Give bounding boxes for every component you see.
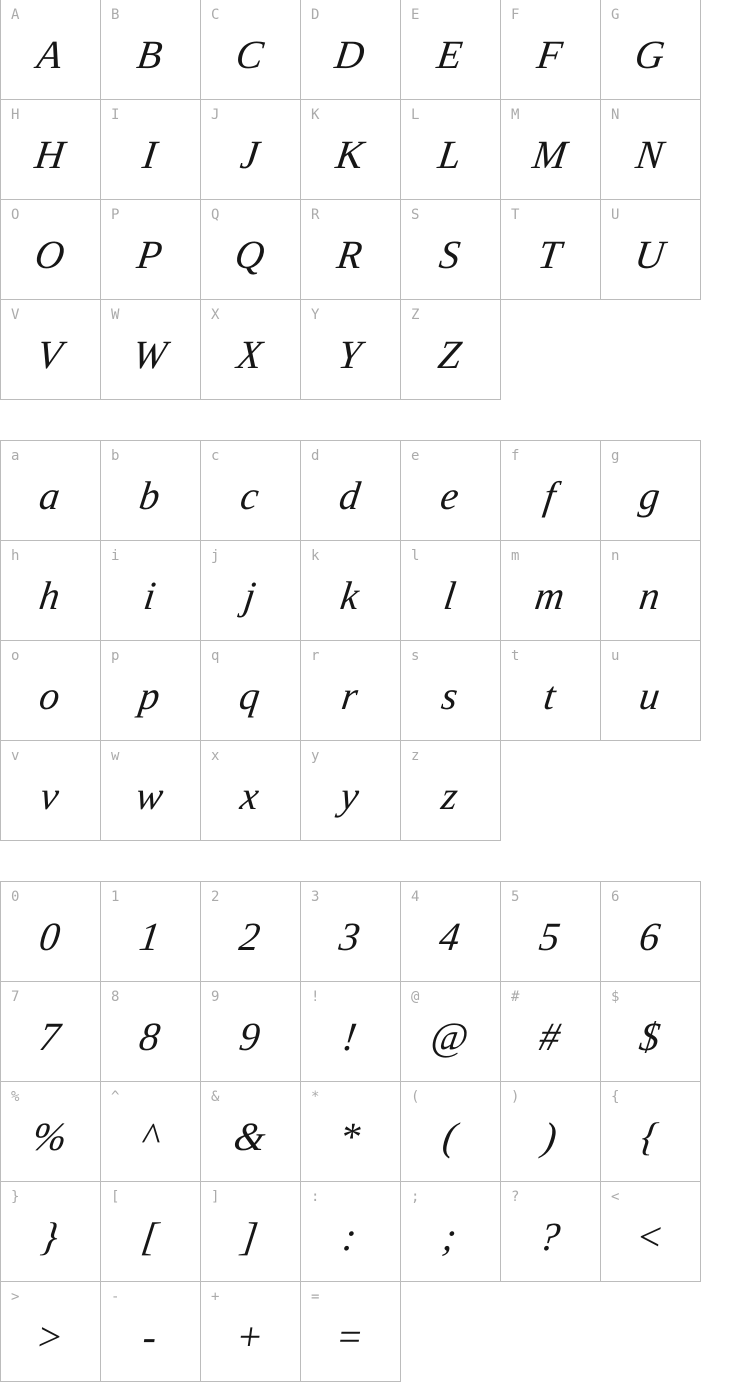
cell-label: N — [611, 107, 620, 123]
cell-label: P — [111, 207, 120, 223]
cell-glyph: T — [535, 231, 565, 277]
cell-glyph: > — [33, 1313, 67, 1359]
cell-label: B — [111, 7, 120, 23]
cell-glyph: Q — [232, 231, 268, 277]
charmap-cell — [101, 1182, 201, 1282]
charmap-cell — [301, 741, 401, 841]
cell-label: 1 — [111, 889, 120, 905]
charmap-cell — [201, 441, 301, 541]
cell-glyph: W — [130, 331, 170, 377]
cell-glyph: * — [336, 1113, 364, 1159]
charmap-cell — [601, 982, 701, 1082]
cell-glyph: : — [340, 1213, 360, 1259]
cell-label: c — [211, 448, 220, 464]
cell-label: h — [11, 548, 20, 564]
charmap-cell — [101, 441, 201, 541]
cell-glyph: ) — [540, 1113, 560, 1159]
cell-glyph: b — [136, 472, 164, 518]
charmap-row — [1, 441, 701, 541]
charmap-cell — [401, 741, 501, 841]
cell-label: Q — [211, 207, 220, 223]
charmap-cell — [201, 300, 301, 400]
charmap-cell — [401, 641, 501, 741]
cell-label: a — [11, 448, 20, 464]
cell-label: A — [11, 7, 20, 23]
charmap-cell — [301, 441, 401, 541]
charmap-cell — [1, 300, 101, 400]
cell-glyph: - — [140, 1313, 160, 1359]
charmap-cell — [401, 0, 501, 100]
cell-glyph: ; — [440, 1213, 460, 1259]
cell-label: < — [611, 1189, 620, 1205]
charmap-cell — [1, 982, 101, 1082]
cell-glyph: R — [334, 231, 366, 277]
charmap-cell — [401, 1082, 501, 1182]
cell-glyph: d — [336, 472, 364, 518]
cell-label: ^ — [111, 1089, 120, 1105]
cell-label: 9 — [211, 989, 220, 1005]
cell-label: j — [211, 548, 220, 564]
cell-glyph: j — [241, 572, 259, 618]
cell-glyph: ! — [340, 1013, 360, 1059]
cell-label: ) — [511, 1089, 520, 1105]
charmap-cell — [601, 882, 701, 982]
cell-label: V — [11, 307, 20, 323]
charmap-cell — [501, 882, 601, 982]
charmap-cell — [501, 200, 601, 300]
cell-label: ! — [311, 989, 320, 1005]
cell-glyph: H — [32, 131, 68, 177]
charmap-cell — [301, 100, 401, 200]
cell-label: # — [511, 989, 520, 1005]
cell-label: U — [611, 207, 620, 223]
cell-glyph: 3 — [336, 913, 364, 959]
charmap-cell — [601, 100, 701, 200]
charmap-cell — [301, 200, 401, 300]
cell-label: M — [511, 107, 520, 123]
cell-label: D — [311, 7, 320, 23]
cell-glyph: a — [36, 472, 64, 518]
charmap-cell — [301, 300, 401, 400]
charmap-cell — [601, 0, 701, 100]
cell-label: i — [111, 548, 120, 564]
cell-label: l — [411, 548, 420, 564]
cell-glyph: ^ — [138, 1113, 162, 1159]
cell-label: & — [211, 1089, 220, 1105]
cell-label: S — [411, 207, 420, 223]
charmap-cell — [401, 441, 501, 541]
charmap-cell — [1, 541, 101, 641]
charmap-row — [1, 0, 701, 100]
cell-label: r — [311, 648, 320, 664]
cell-label: 4 — [411, 889, 420, 905]
cell-label: @ — [411, 989, 420, 1005]
charmap-cell — [601, 641, 701, 741]
cell-label: I — [111, 107, 120, 123]
cell-label: C — [211, 7, 220, 23]
charmap-cell — [201, 1282, 301, 1382]
charmap-cell — [601, 1082, 701, 1182]
charmap-row — [1, 100, 701, 200]
charmap-cell — [301, 882, 401, 982]
cell-glyph: m — [532, 572, 568, 618]
charmap-cell — [101, 100, 201, 200]
charmap-row — [1, 200, 701, 300]
charmap-cell — [201, 882, 301, 982]
charmap-row — [1, 641, 701, 741]
cell-glyph: D — [332, 31, 368, 77]
charmap-cell — [101, 882, 201, 982]
cell-label: f — [511, 448, 520, 464]
cell-label: 3 — [311, 889, 320, 905]
cell-glyph: x — [237, 772, 262, 818]
cell-glyph: # — [536, 1013, 564, 1059]
cell-glyph: { — [638, 1113, 662, 1159]
cell-glyph: 9 — [236, 1013, 264, 1059]
charmap-cell — [101, 1082, 201, 1182]
cell-label: T — [511, 207, 520, 223]
cell-glyph: 0 — [36, 913, 64, 959]
cell-glyph: U — [632, 231, 668, 277]
cell-glyph: y — [337, 772, 362, 818]
charmap-cell — [201, 982, 301, 1082]
cell-label: % — [11, 1089, 20, 1105]
cell-glyph: % — [30, 1113, 70, 1159]
cell-label: 2 — [211, 889, 220, 905]
cell-glyph: I — [140, 131, 160, 177]
cell-label: W — [111, 307, 120, 323]
cell-label: v — [11, 748, 20, 764]
cell-label: ? — [511, 1189, 520, 1205]
cell-glyph: & — [231, 1113, 269, 1159]
cell-glyph: r — [338, 672, 361, 718]
charmap-cell — [101, 1282, 201, 1382]
cell-glyph: c — [237, 472, 262, 518]
charmap-cell — [101, 300, 201, 400]
charmap-cell — [1, 1282, 101, 1382]
cell-glyph: ( — [440, 1113, 460, 1159]
cell-glyph: L — [435, 131, 465, 177]
cell-glyph: q — [236, 672, 264, 718]
charmap-cell — [401, 882, 501, 982]
cell-label: g — [611, 448, 620, 464]
cell-glyph: Y — [335, 331, 365, 377]
cell-glyph: k — [337, 572, 362, 618]
cell-label: J — [211, 107, 220, 123]
charmap-cell — [201, 641, 301, 741]
cell-label: ] — [211, 1189, 220, 1205]
charmap-cell — [601, 441, 701, 541]
cell-glyph: z — [438, 772, 461, 818]
charmap-cell — [101, 200, 201, 300]
cell-label: H — [11, 107, 20, 123]
charmap-row — [1, 982, 701, 1082]
charmap-cell — [501, 1082, 601, 1182]
cell-label: m — [511, 548, 520, 564]
charmap-cell — [101, 982, 201, 1082]
charmap-cell — [201, 1082, 301, 1182]
charmap-row — [1, 1282, 701, 1382]
cell-glyph: J — [237, 131, 262, 177]
charmap-grid-lowercase — [0, 440, 701, 841]
cell-glyph: N — [633, 131, 667, 177]
cell-glyph: V — [34, 331, 66, 377]
cell-label: { — [611, 1089, 620, 1105]
charmap-cell — [101, 741, 201, 841]
cell-label: y — [311, 748, 320, 764]
cell-label: - — [111, 1289, 120, 1305]
cell-glyph: 6 — [636, 913, 664, 959]
charmap-cell — [301, 1282, 401, 1382]
cell-glyph: o — [36, 672, 64, 718]
cell-label: n — [611, 548, 620, 564]
cell-glyph: [ — [138, 1213, 161, 1259]
cell-glyph: < — [633, 1213, 667, 1259]
cell-label: 8 — [111, 989, 120, 1005]
cell-glyph: C — [233, 31, 267, 77]
cell-glyph: P — [134, 231, 166, 277]
cell-label: 0 — [11, 889, 20, 905]
cell-glyph: ? — [536, 1213, 564, 1259]
cell-glyph: g — [636, 472, 664, 518]
cell-label: 5 — [511, 889, 520, 905]
cell-glyph: h — [36, 572, 64, 618]
cell-glyph: 5 — [536, 913, 564, 959]
charmap-cell — [501, 982, 601, 1082]
charmap-cell — [501, 0, 601, 100]
cell-glyph: s — [438, 672, 461, 718]
cell-glyph: f — [541, 472, 559, 518]
cell-label: 6 — [611, 889, 620, 905]
cell-glyph: ] — [238, 1213, 261, 1259]
cell-label: o — [11, 648, 20, 664]
cell-glyph: Z — [435, 331, 465, 377]
charmap-cell — [501, 541, 601, 641]
cell-label: k — [311, 548, 320, 564]
charmap-cell — [301, 0, 401, 100]
cell-glyph: 7 — [36, 1013, 64, 1059]
charmap-grid-digits-symbols — [0, 881, 701, 1382]
cell-label: $ — [611, 989, 620, 1005]
cell-glyph: F — [534, 31, 566, 77]
charmap-cell — [401, 982, 501, 1082]
cell-label: E — [411, 7, 420, 23]
cell-glyph: M — [530, 131, 570, 177]
charmap-cell — [201, 541, 301, 641]
charmap-row — [1, 1182, 701, 1282]
charmap-cell — [301, 1082, 401, 1182]
cell-label: K — [311, 107, 320, 123]
charmap-cell — [1, 441, 101, 541]
cell-glyph: 2 — [236, 913, 264, 959]
cell-label: e — [411, 448, 420, 464]
cell-glyph: u — [636, 672, 664, 718]
charmap-cell — [501, 441, 601, 541]
charmap-row — [1, 741, 701, 841]
charmap-cell — [201, 1182, 301, 1282]
cell-label: = — [311, 1289, 320, 1305]
cell-glyph: G — [632, 31, 668, 77]
cell-label: Y — [311, 307, 320, 323]
cell-glyph: } — [38, 1213, 62, 1259]
cell-label: w — [111, 748, 120, 764]
charmap-row — [1, 300, 701, 400]
cell-glyph: A — [34, 31, 66, 77]
cell-label: > — [11, 1289, 20, 1305]
charmap-cell — [1, 1182, 101, 1282]
cell-label: 7 — [11, 989, 20, 1005]
cell-glyph: 4 — [436, 913, 464, 959]
cell-label: s — [411, 648, 420, 664]
charmap-cell — [301, 982, 401, 1082]
charmap-cell — [1, 100, 101, 200]
cell-label: q — [211, 648, 220, 664]
cell-glyph: v — [37, 772, 62, 818]
cell-glyph: w — [133, 772, 167, 818]
charmap-row — [1, 1082, 701, 1182]
cell-label: X — [211, 307, 220, 323]
cell-label: F — [511, 7, 520, 23]
cell-glyph: + — [233, 1313, 267, 1359]
charmap-cell — [301, 541, 401, 641]
cell-label: Z — [411, 307, 420, 323]
cell-label: z — [411, 748, 420, 764]
charmap-cell — [301, 641, 401, 741]
charmap-cell — [601, 200, 701, 300]
charmap-cell — [501, 641, 601, 741]
cell-label: u — [611, 648, 620, 664]
charmap-cell — [501, 100, 601, 200]
cell-glyph: l — [441, 572, 459, 618]
cell-glyph: S — [436, 231, 464, 277]
cell-label: + — [211, 1289, 220, 1305]
cell-glyph: e — [437, 472, 462, 518]
charmap-cell — [101, 541, 201, 641]
cell-glyph: @ — [428, 1013, 472, 1059]
charmap-row — [1, 541, 701, 641]
cell-glyph: 8 — [136, 1013, 164, 1059]
cell-label: * — [311, 1089, 320, 1105]
charmap-cell — [201, 0, 301, 100]
charmap-cell — [401, 1182, 501, 1282]
cell-label: R — [311, 207, 320, 223]
cell-label: t — [511, 648, 520, 664]
cell-glyph: K — [333, 131, 367, 177]
cell-glyph: E — [434, 31, 466, 77]
charmap-cell — [401, 541, 501, 641]
charmap-cell — [401, 300, 501, 400]
cell-label: p — [111, 648, 120, 664]
cell-glyph: i — [141, 572, 159, 618]
cell-label: d — [311, 448, 320, 464]
cell-label: G — [611, 7, 620, 23]
charmap-cell — [1, 1082, 101, 1182]
cell-label: L — [411, 107, 420, 123]
charmap-cell — [301, 1182, 401, 1282]
cell-glyph: $ — [636, 1013, 664, 1059]
charmap-cell — [1, 0, 101, 100]
charmap-grid-uppercase — [0, 0, 701, 400]
charmap-cell — [201, 741, 301, 841]
cell-glyph: 1 — [136, 913, 164, 959]
charmap-cell — [101, 641, 201, 741]
cell-glyph: X — [234, 331, 266, 377]
cell-glyph: O — [32, 231, 68, 277]
cell-label: ; — [411, 1189, 420, 1205]
charmap-row — [1, 882, 701, 982]
charmap-cell — [601, 541, 701, 641]
charmap-cell — [101, 0, 201, 100]
cell-label: O — [11, 207, 20, 223]
charmap-cell — [1, 641, 101, 741]
charmap-cell — [601, 1182, 701, 1282]
charmap-cell — [401, 100, 501, 200]
charmap-cell — [1, 741, 101, 841]
cell-label: : — [311, 1189, 320, 1205]
cell-label: b — [111, 448, 120, 464]
cell-label: x — [211, 748, 220, 764]
cell-glyph: t — [541, 672, 559, 718]
cell-label: [ — [111, 1189, 120, 1205]
charmap-cell — [1, 200, 101, 300]
charmap-cell — [201, 100, 301, 200]
charmap-cell — [201, 200, 301, 300]
charmap-cell — [1, 882, 101, 982]
cell-glyph: p — [136, 672, 164, 718]
cell-glyph: = — [333, 1313, 367, 1359]
cell-label: } — [11, 1189, 20, 1205]
cell-glyph: B — [134, 31, 166, 77]
charmap-cell — [401, 200, 501, 300]
cell-glyph: n — [636, 572, 664, 618]
charmap-cell — [501, 1182, 601, 1282]
cell-label: ( — [411, 1089, 420, 1105]
